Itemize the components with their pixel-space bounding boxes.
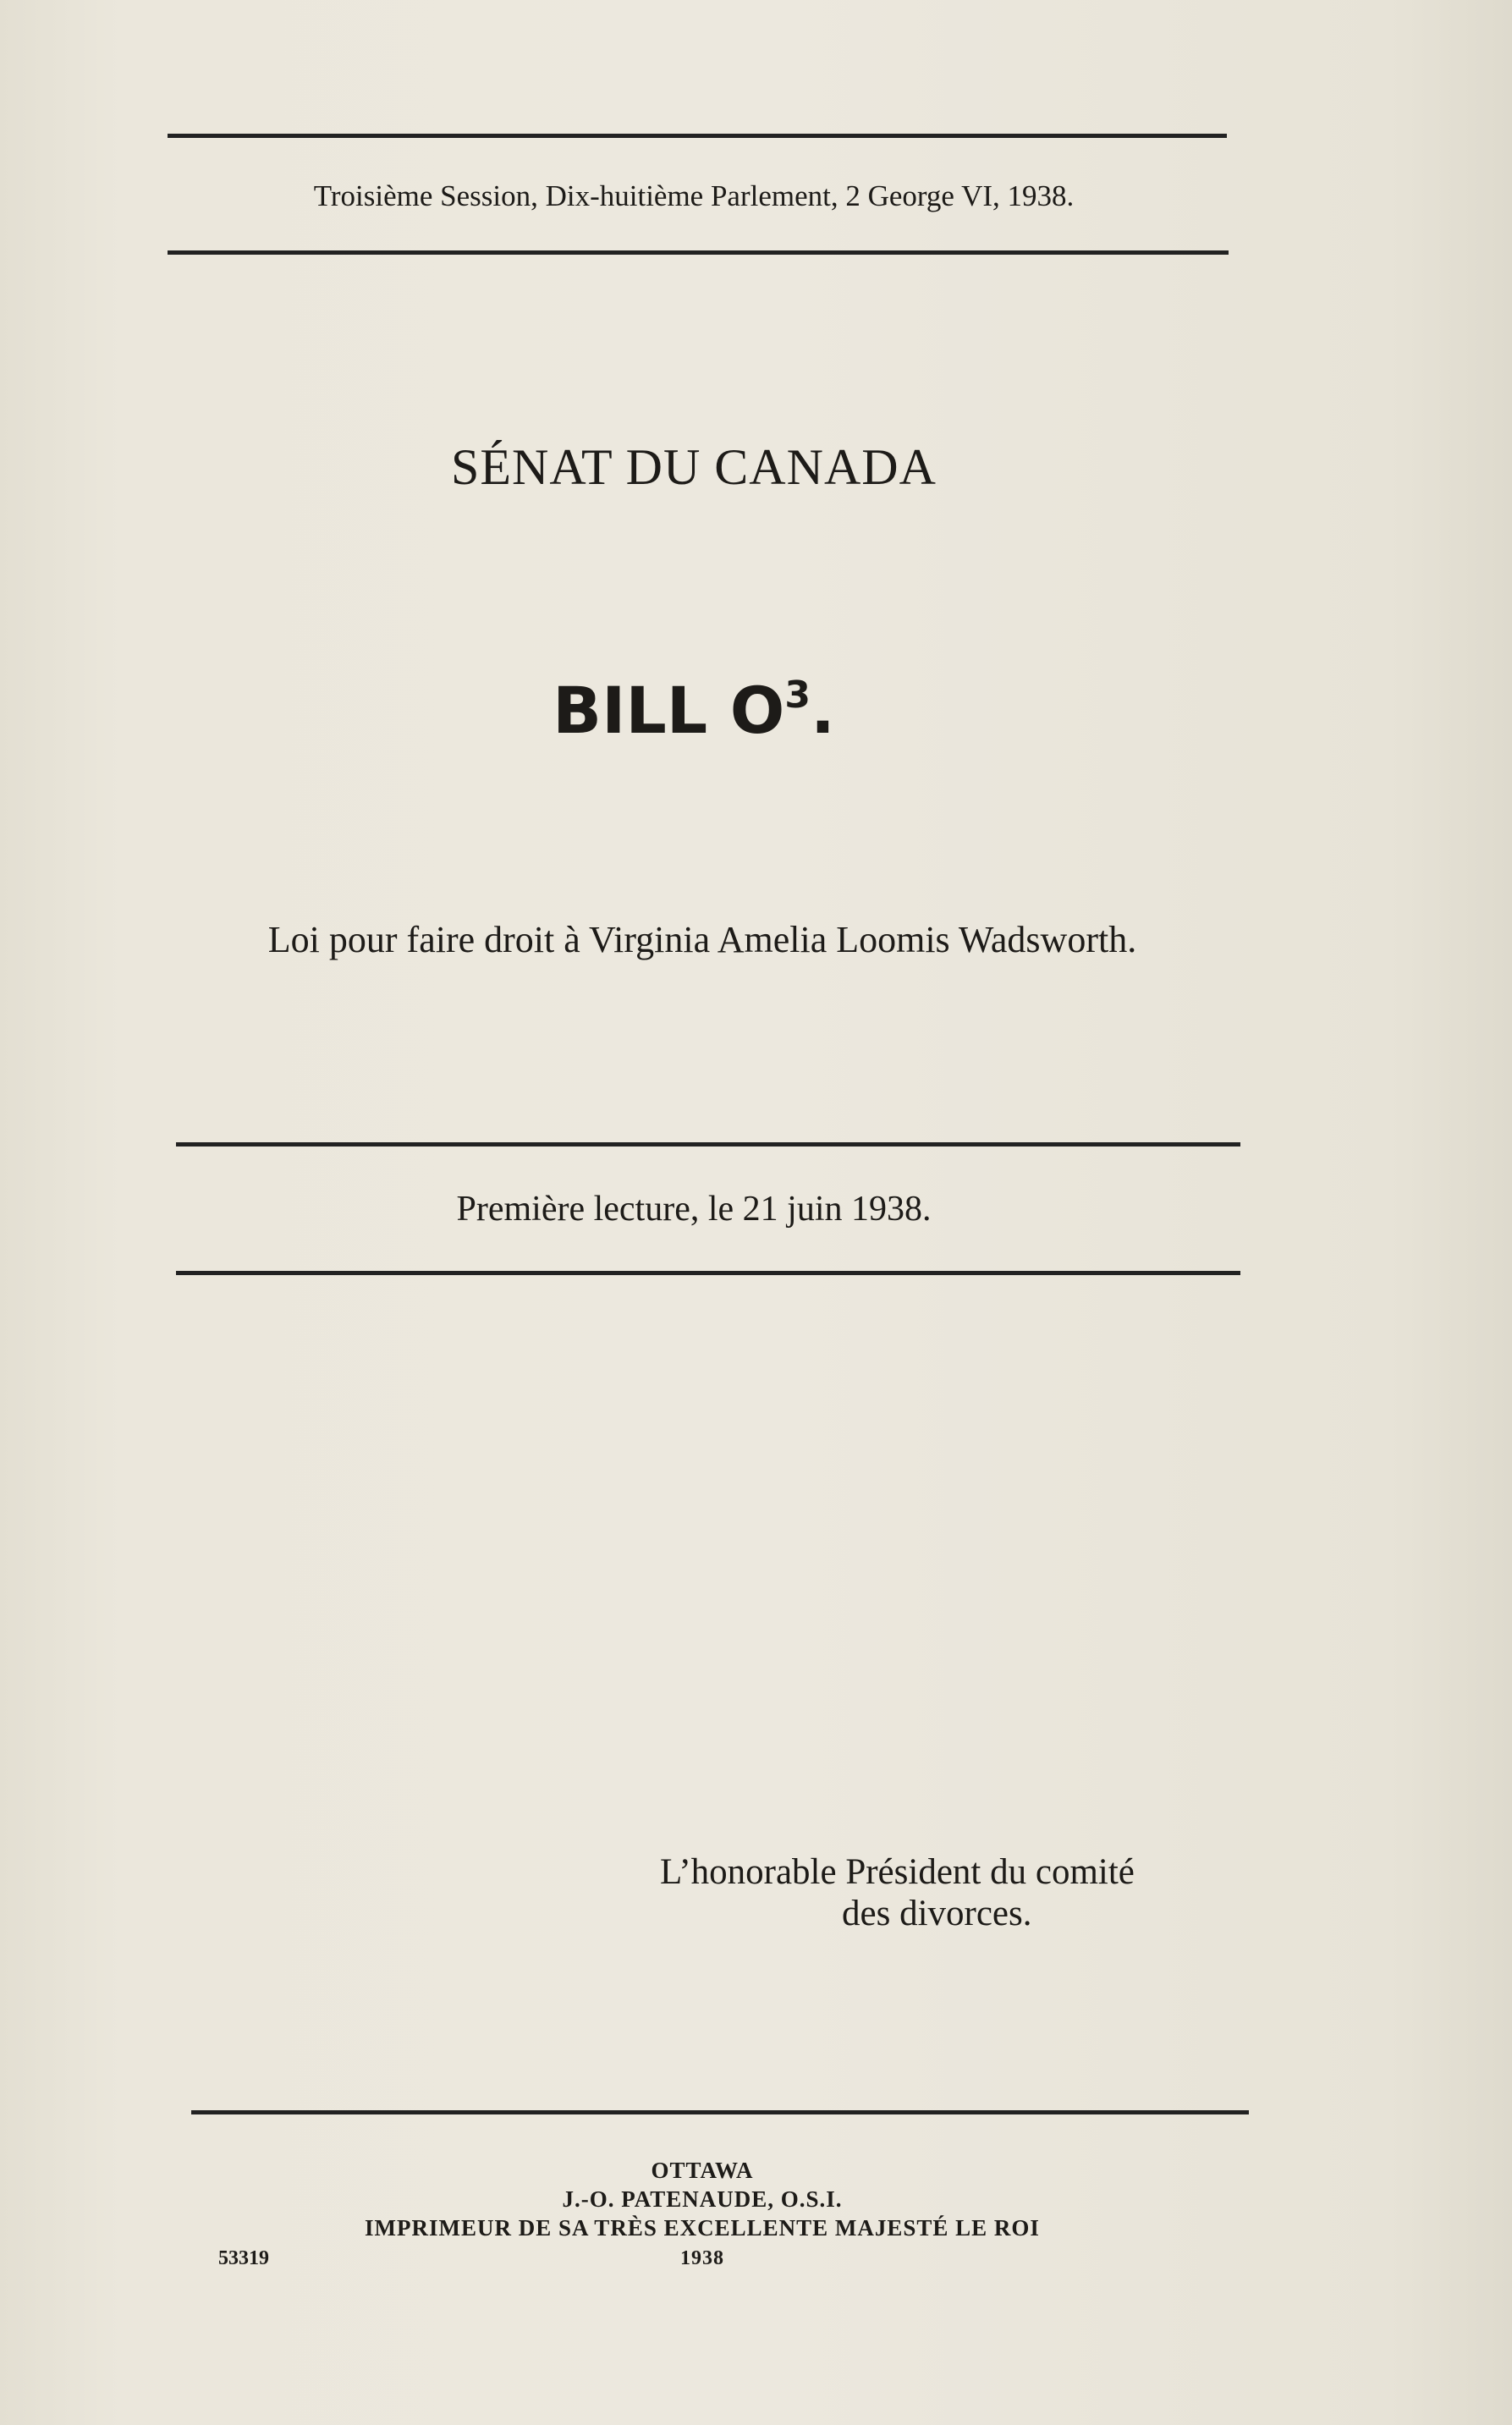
bill-suffix: .: [810, 673, 835, 748]
document-number: 53319: [218, 2247, 269, 2269]
reading-rule-upper: [176, 1142, 1240, 1147]
reading-rule-lower: [176, 1271, 1240, 1275]
imprint-year: 1938: [680, 2247, 724, 2269]
imprint-printer: J.-O. PATENAUDE, O.S.I.: [562, 2186, 843, 2212]
sponsor-line-1: L’honorable Président du comité: [660, 1852, 1135, 1892]
imprint-city: OTTAWA: [651, 2158, 754, 2183]
bill-label: BILL O: [553, 673, 785, 748]
footer-rule: [191, 2110, 1249, 2114]
top-rule-upper: [168, 134, 1227, 138]
bill-heading: [169, 673, 1218, 748]
imprint-printer-title: IMPRIMEUR DE SA TRÈS EXCELLENTE MAJESTÉ LE ROI: [365, 2215, 1040, 2241]
top-rule-lower: [168, 250, 1229, 255]
reading-note: Première lecture, le 21 juin 1938.: [456, 1190, 932, 1229]
session-line: Troisième Session, Dix-huitième Parlement, 2 George VI, 1938.: [313, 179, 1075, 212]
bill-superscript: 3: [784, 674, 811, 717]
bill-description: Loi pour faire droit à Virginia Amelia Loomis Wadsworth.: [267, 919, 1137, 960]
senate-title: SÉNAT DU CANADA: [451, 439, 937, 495]
sponsor-line-2: des divorces.: [842, 1894, 1032, 1933]
